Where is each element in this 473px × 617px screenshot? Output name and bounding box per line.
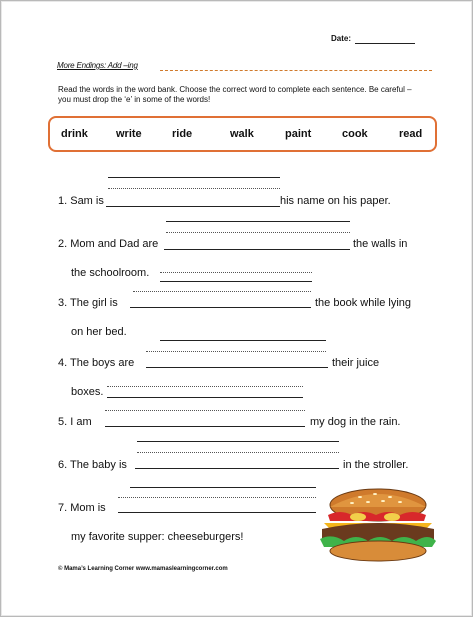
answer-blank-6[interactable] bbox=[135, 468, 339, 469]
answer-blank-4[interactable] bbox=[146, 367, 328, 368]
instructions-text: Read the words in the word bank. Choose the correct word to complete each sentence. Be careful – you must drop the ‘e’ in some of the words! bbox=[58, 85, 412, 104]
word-bank-item: paint bbox=[285, 128, 312, 140]
word-bank-item: ride bbox=[172, 128, 193, 140]
sentence-2-end: the schoolroom. bbox=[71, 267, 150, 279]
sentence-4-end: boxes. bbox=[71, 386, 104, 398]
answer-blank-7[interactable] bbox=[118, 512, 316, 513]
handwriting-top-line bbox=[130, 487, 316, 488]
worksheet-title: More Endings: Add –ing bbox=[57, 61, 138, 70]
sentence-2-start: 2. Mom and Dad are bbox=[58, 238, 159, 250]
sentence-4-start: 4. The boys are bbox=[58, 357, 135, 369]
sentence-3-end: on her bed. bbox=[71, 326, 127, 338]
answer-blank-5[interactable] bbox=[105, 426, 305, 427]
handwriting-mid-line bbox=[160, 272, 312, 273]
sentence-7-end: my favorite supper: cheeseburgers! bbox=[71, 531, 244, 543]
sentence-6-end: in the stroller. bbox=[343, 459, 409, 471]
sentence-4-mid: their juice bbox=[332, 357, 380, 369]
sentence-1-start: 1. Sam is bbox=[58, 195, 104, 207]
handwriting-top-line bbox=[160, 281, 312, 282]
handwriting-mid-line bbox=[166, 232, 350, 233]
handwriting-mid-line bbox=[108, 188, 280, 189]
sentence-2-mid: the walls in bbox=[353, 238, 408, 250]
answer-blank-3[interactable] bbox=[130, 307, 311, 308]
handwriting-top-line bbox=[137, 441, 339, 442]
sentence-1-end: his name on his paper. bbox=[280, 195, 391, 207]
sentence-5-start: 5. I am bbox=[58, 416, 92, 428]
word-bank-item: drink bbox=[61, 128, 88, 140]
answer-blank-2[interactable] bbox=[164, 249, 350, 250]
handwriting-top-line bbox=[107, 397, 303, 398]
handwriting-mid-line bbox=[133, 291, 311, 292]
word-bank-item: read bbox=[399, 128, 423, 140]
handwriting-top-line bbox=[166, 221, 350, 222]
word-bank-item: cook bbox=[342, 128, 368, 140]
sentence-3-mid: the book while lying bbox=[315, 297, 412, 309]
cheeseburger-illustration bbox=[320, 487, 436, 563]
sentence-7-start: 7. Mom is bbox=[58, 502, 106, 514]
handwriting-mid-line bbox=[118, 497, 316, 498]
word-bank-item: walk bbox=[230, 128, 254, 140]
handwriting-mid-line bbox=[105, 410, 305, 411]
sentence-6-start: 6. The baby is bbox=[58, 459, 127, 471]
answer-blank-1[interactable] bbox=[106, 206, 280, 207]
word-bank-item: write bbox=[116, 128, 142, 140]
handwriting-mid-line bbox=[107, 386, 303, 387]
handwriting-top-line bbox=[160, 340, 326, 341]
title-rule bbox=[160, 70, 432, 71]
handwriting-mid-line bbox=[137, 452, 339, 453]
date-blank[interactable] bbox=[355, 43, 415, 44]
sentence-5-end: my dog in the rain. bbox=[310, 416, 401, 428]
handwriting-mid-line bbox=[146, 351, 326, 352]
copyright-footer: © Mama’s Learning Corner www.mamaslearningcorner.com bbox=[58, 566, 228, 572]
sentence-3-start: 3. The girl is bbox=[58, 297, 118, 309]
date-label: Date: bbox=[331, 34, 352, 43]
handwriting-top-line bbox=[108, 177, 280, 178]
